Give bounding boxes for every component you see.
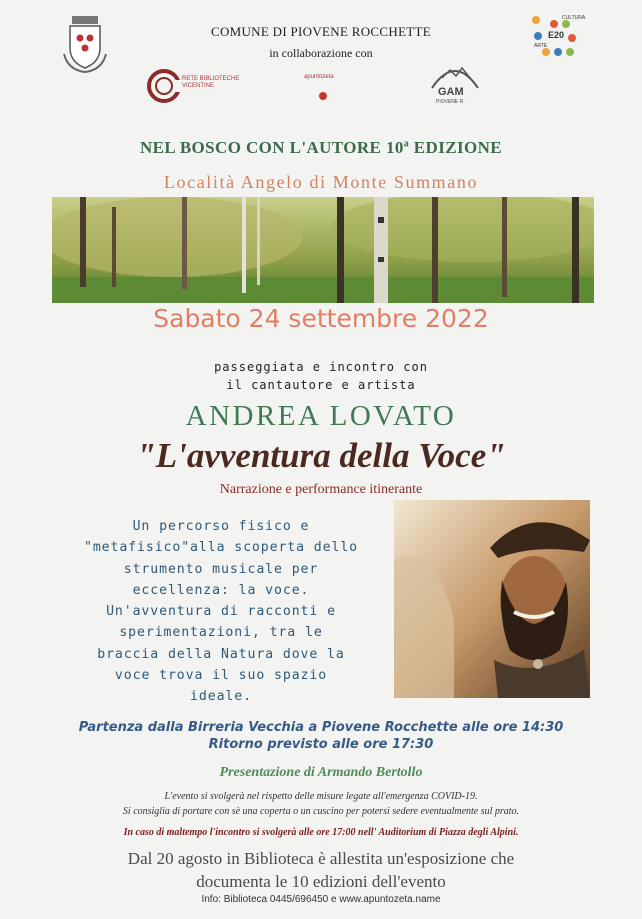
gam-label: GAM bbox=[438, 86, 464, 98]
forest-photo bbox=[52, 197, 594, 303]
bad-weather-notice: In caso di maltempo l'incontro si svolgerà alle ore 17:00 nell' Auditorium di Piazza degli Alpini. bbox=[123, 827, 519, 838]
description-line: sperimentazioni, tra le bbox=[119, 625, 323, 641]
event-date: Sabato 24 settembre 2022 bbox=[153, 304, 489, 333]
apuntozeta-logo bbox=[300, 74, 346, 104]
gam-sub-label: PIOVENE R. bbox=[436, 99, 465, 105]
intro-line-1: passeggiata e incontro con bbox=[214, 360, 428, 374]
departure-info: Partenza dalla Birreria Vecchia a Piovene Rocchette alle ore 14:30 bbox=[78, 720, 564, 735]
collaboration-label: in collaborazione con bbox=[269, 46, 373, 60]
description-block bbox=[50, 516, 392, 708]
covid-notice-line-2: Si consiglia di portare con sè una coperta o un cuscino per potersi sedere eventualmente sul prato. bbox=[122, 806, 520, 817]
description-line: braccia della Natura dove la bbox=[97, 646, 345, 662]
library-network-label: RETE BIBLIOTECHE VICENTINE bbox=[182, 76, 240, 89]
description-line: "metafisico"alla scoperta dello bbox=[83, 540, 359, 556]
event-title-text: NEL BOSCO CON L'AUTORE 10 bbox=[139, 138, 404, 157]
intro-line-2: il cantautore e artista bbox=[226, 378, 416, 392]
e20-word-culture: CULTURA bbox=[562, 15, 586, 21]
artist-portrait-photo bbox=[394, 500, 590, 698]
description-line: voce trova il suo spazio bbox=[114, 668, 328, 684]
show-subtitle: Narrazione e performance itinerante bbox=[219, 482, 423, 497]
e20-logo bbox=[526, 14, 586, 66]
description-line: ideale. bbox=[190, 689, 252, 705]
apuntozeta-label: apuntozeta bbox=[304, 74, 334, 80]
show-title: "L'avventura della Voce" bbox=[136, 436, 506, 475]
library-network-logo bbox=[146, 66, 266, 106]
presenter-info: Presentazione di Armando Bertollo bbox=[219, 765, 423, 780]
event-title-suffix: EDIZIONE bbox=[409, 138, 503, 157]
gam-logo bbox=[428, 60, 482, 106]
exhibit-line-2: documenta le 10 edizioni dell'evento bbox=[196, 872, 446, 891]
contact-info: Info: Biblioteca 0445/696450 e www.apuntozeta.name bbox=[201, 894, 441, 905]
description-line: strumento musicale per bbox=[123, 561, 319, 577]
apuntozeta-dot-icon bbox=[319, 92, 327, 100]
artist-name: ANDREA LOVATO bbox=[185, 400, 457, 432]
event-location: Località Angelo di Monte Summano bbox=[163, 172, 479, 192]
event-title bbox=[0, 138, 642, 158]
covid-notice-line-1: L'evento si svolgerà nel rispetto delle misure legate all'emergenza COVID-19. bbox=[164, 791, 478, 802]
return-info: Ritorno previsto alle ore 17:30 bbox=[208, 737, 434, 752]
description-line: eccellenza: la voce. bbox=[132, 582, 310, 598]
description-line: Un percorso fisico e bbox=[132, 519, 310, 534]
e20-word-art: ARTE bbox=[534, 43, 548, 49]
e20-label: E20 bbox=[548, 30, 565, 40]
event-title-ordinal: a bbox=[403, 138, 410, 150]
description-line: Un'avventura di racconti e bbox=[106, 604, 336, 620]
municipality-name: COMUNE DI PIOVENE ROCCHETTE bbox=[210, 24, 432, 39]
exhibit-line-1: Dal 20 agosto in Biblioteca è allestita un'esposizione che bbox=[127, 849, 515, 868]
